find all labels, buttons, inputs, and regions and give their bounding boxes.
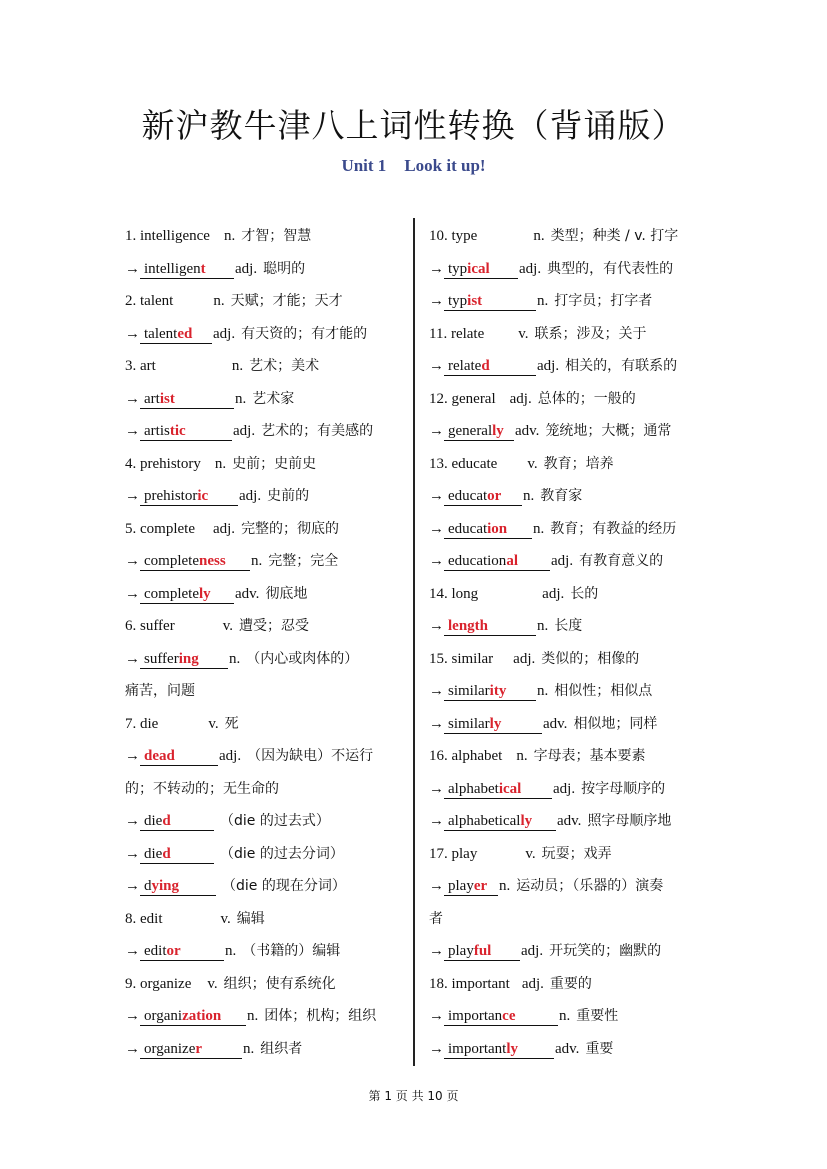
word-stem: alphabet: [448, 780, 499, 797]
headword-entry: [429, 838, 709, 871]
answer-blank: [444, 423, 514, 441]
headword: 7. die: [125, 715, 159, 732]
part-of-speech: v.: [222, 618, 233, 634]
meaning: 团体；机构；组织: [264, 1008, 377, 1024]
arrow-icon: →: [429, 683, 444, 699]
arrow-icon: →: [125, 390, 140, 407]
part-of-speech: adj.: [537, 358, 560, 374]
answer-blank: [140, 553, 250, 571]
derived-form: [429, 415, 709, 448]
answer-blank: [444, 618, 536, 636]
derived-form: [125, 935, 405, 968]
part-of-speech: adj.: [521, 975, 544, 992]
meaning: 字母表；基本要素: [533, 748, 646, 764]
word-suffix: ly: [492, 423, 504, 439]
derived-form: [125, 740, 405, 773]
word-stem: complete: [144, 553, 199, 569]
arrow-icon: →: [429, 813, 444, 829]
headword: 4. prehistory: [125, 455, 201, 472]
derived-form: [429, 610, 709, 643]
part-of-speech: adv.: [555, 1040, 580, 1057]
part-of-speech: n.: [251, 553, 263, 569]
arrow-icon: →: [125, 1040, 140, 1057]
headword-entry: [125, 968, 405, 1001]
part-of-speech: adj.: [553, 780, 576, 797]
word-suffix: ical: [467, 260, 490, 277]
headword: 2. talent: [125, 293, 174, 309]
meaning: 组织；使有系统化: [223, 975, 336, 992]
arrow-icon: →: [125, 553, 140, 569]
meaning: 长度: [554, 618, 583, 634]
word-suffix: dead: [144, 748, 175, 764]
headword: 13. educate: [429, 455, 498, 472]
word-suffix: ce: [502, 1008, 516, 1024]
part-of-speech: n.: [223, 228, 236, 244]
arrow-icon: →: [429, 618, 444, 634]
page-footer: 第 1 页 共 10 页: [368, 1089, 459, 1103]
answer-blank: [444, 261, 518, 279]
derived-form: [429, 253, 709, 286]
headword: 15. similar: [429, 650, 494, 667]
part-of-speech: adj.: [509, 390, 532, 407]
arrow-icon: →: [125, 748, 140, 764]
headword-entry: [125, 513, 405, 546]
meaning: 总体的；一般的: [537, 390, 636, 407]
answer-blank: [444, 1008, 558, 1026]
word-stem: alphabetical: [448, 813, 521, 829]
meaning: 痛苦，问题: [125, 683, 195, 699]
meaning: 天赋；才能；天才: [230, 293, 343, 309]
part-of-speech: n.: [533, 520, 545, 537]
headword: 14. long: [429, 585, 479, 602]
word-stem: general: [448, 423, 493, 439]
part-of-speech: n.: [235, 390, 247, 407]
meaning: 史前；史前史: [232, 455, 317, 472]
meaning: 教育；培养: [543, 455, 614, 472]
headword-entry: [125, 285, 405, 318]
headword-entry: [429, 578, 709, 611]
derived-form: [125, 870, 405, 903]
headword-entry: [125, 220, 405, 253]
part-of-speech: v.: [518, 325, 529, 342]
derived-form: [429, 805, 709, 838]
meaning: 相似地；同样: [573, 715, 658, 732]
headword: 3. art: [125, 358, 156, 374]
word-suffix: length: [448, 618, 489, 634]
arrow-icon: →: [429, 260, 444, 277]
part-of-speech: v.: [525, 845, 536, 862]
meaning: （die 的过去式）: [220, 813, 330, 829]
word-stem: edit: [144, 943, 167, 959]
meaning: 死: [224, 715, 239, 732]
headword-entry: [429, 968, 709, 1001]
word-stem: typ: [448, 293, 468, 309]
word-suffix: ly: [489, 715, 502, 732]
arrow-icon: →: [429, 358, 444, 374]
answer-blank: [140, 878, 216, 896]
word-stem: die: [144, 813, 163, 829]
headword: 16. alphabet: [429, 748, 503, 764]
arrow-icon: →: [429, 715, 444, 732]
answer-blank: [140, 943, 224, 961]
unit-number: Unit 1: [341, 156, 387, 175]
meaning: 运动员；（乐器的）演奏: [516, 878, 664, 894]
word-stem: organi: [144, 1008, 183, 1024]
derived-form: [125, 838, 405, 871]
arrow-icon: →: [125, 260, 140, 277]
derived-form: [125, 415, 405, 448]
headword: 8. edit: [125, 910, 163, 927]
derived-form: [125, 1000, 405, 1033]
arrow-icon: →: [125, 585, 140, 602]
meaning: 艺术的；有美感的: [261, 423, 374, 439]
headword-entry: [429, 220, 709, 253]
part-of-speech: n.: [247, 1008, 259, 1024]
headword-entry: [125, 903, 405, 936]
word-stem: art: [144, 390, 160, 407]
arrow-icon: →: [429, 293, 444, 309]
headword: 1. intelligence: [125, 228, 210, 244]
word-suffix: ic: [197, 488, 209, 504]
part-of-speech: adj.: [513, 650, 536, 667]
arrow-icon: →: [429, 1008, 444, 1024]
meaning: 编辑: [236, 910, 265, 927]
headword: 6. suffer: [125, 618, 175, 634]
headword: 12. general: [429, 390, 496, 407]
part-of-speech: v.: [207, 975, 218, 992]
answer-blank: [140, 326, 212, 344]
answer-blank: [444, 553, 550, 571]
answer-blank: [444, 521, 532, 539]
part-of-speech: n.: [537, 293, 549, 309]
meaning: 相关的，有联系的: [565, 358, 678, 374]
meaning: 有天资的；有才能的: [241, 325, 368, 342]
word-suffix: or: [166, 943, 181, 959]
derived-form: [429, 708, 709, 741]
part-of-speech: adv.: [515, 423, 540, 439]
word-suffix: er: [473, 878, 488, 894]
word-suffix: d: [162, 845, 171, 862]
meaning: 重要: [585, 1040, 614, 1057]
word-suffix: or: [487, 488, 502, 504]
answer-blank: [444, 1041, 554, 1059]
part-of-speech: n.: [559, 1008, 571, 1024]
answer-blank: [444, 293, 536, 311]
word-suffix: d: [481, 358, 490, 374]
meaning: 玩耍；戏弄: [541, 845, 612, 862]
meaning: 完整；完全: [268, 553, 339, 569]
word-suffix: t: [200, 260, 206, 277]
answer-blank: [140, 813, 214, 831]
meaning: 组织者: [260, 1040, 303, 1057]
headword: 9. organize: [125, 975, 192, 992]
arrow-icon: →: [125, 650, 140, 667]
word-suffix: ity: [489, 683, 507, 699]
word-stem: suffer: [144, 650, 179, 667]
derived-form: [125, 805, 405, 838]
derived-form: [125, 318, 405, 351]
arrow-icon: →: [125, 1008, 140, 1024]
answer-blank: [444, 878, 498, 896]
part-of-speech: adj.: [521, 943, 544, 959]
part-of-speech: adj.: [551, 553, 574, 569]
meaning-continuation: [125, 773, 405, 806]
headword-entry: [429, 740, 709, 773]
part-of-speech: n.: [243, 1040, 255, 1057]
derived-form: [125, 545, 405, 578]
derived-form: [125, 480, 405, 513]
headword-entry: [429, 643, 709, 676]
arrow-icon: →: [429, 488, 444, 504]
word-stem: play: [448, 943, 474, 959]
derived-form: [429, 480, 709, 513]
answer-blank: [140, 391, 234, 409]
meaning: 重要的: [549, 975, 592, 992]
word-stem: play: [448, 878, 474, 894]
word-stem: similar: [448, 683, 490, 699]
word-stem: talent: [144, 325, 178, 342]
word-stem: educat: [448, 488, 488, 504]
derived-form: [125, 383, 405, 416]
meaning: 的；不转动的；无生命的: [125, 780, 279, 797]
word-suffix: ical: [498, 780, 522, 797]
part-of-speech: adj.: [212, 520, 236, 537]
part-of-speech: adj.: [219, 748, 242, 764]
headword-entry: [429, 318, 709, 351]
part-of-speech: adj.: [213, 325, 236, 342]
derived-form: [429, 1033, 709, 1066]
word-suffix: ness: [198, 553, 226, 569]
part-of-speech: adj.: [542, 585, 565, 602]
word-stem: die: [144, 845, 163, 862]
meaning: 教育；有教益的经历: [550, 520, 677, 537]
part-of-speech: n.: [499, 878, 511, 894]
arrow-icon: →: [125, 878, 140, 894]
meaning: 彻底地: [265, 585, 308, 602]
derived-form: [125, 253, 405, 286]
headword: 10. type: [429, 228, 478, 244]
meaning: 者: [429, 910, 443, 927]
word-suffix: ed: [177, 325, 193, 342]
meaning: 遭受；忍受: [239, 618, 309, 634]
meaning: （内心或肉体的）: [246, 650, 359, 667]
arrow-icon: →: [125, 813, 140, 829]
page-title: 新沪教牛津八上词性转换（背诵版）: [141, 106, 686, 145]
meaning: （因为缺电）不运行: [247, 748, 374, 764]
headword-entry: [125, 708, 405, 741]
meaning: 类型；种类 / v. 打字: [550, 228, 679, 244]
meaning: 按字母顺序的: [581, 780, 666, 797]
derived-form: [429, 675, 709, 708]
word-suffix: r: [195, 1040, 203, 1057]
arrow-icon: →: [429, 423, 444, 439]
right-column: [429, 220, 709, 1065]
part-of-speech: n.: [523, 488, 535, 504]
word-suffix: ist: [159, 390, 175, 407]
column-divider: [413, 218, 415, 1066]
arrow-icon: →: [125, 423, 140, 439]
meaning-continuation: [125, 675, 405, 708]
meaning: 艺术；美术: [249, 358, 320, 374]
headword: 11. relate: [429, 325, 485, 342]
meaning: 有教育意义的: [579, 553, 664, 569]
meaning: 开玩笑的；幽默的: [549, 943, 662, 959]
word-suffix: ly: [198, 585, 211, 602]
meaning: （die 的过去分词）: [220, 845, 344, 862]
arrow-icon: →: [429, 943, 444, 959]
word-suffix: ist: [467, 293, 483, 309]
part-of-speech: adv.: [557, 813, 582, 829]
unit-subtitle: [0, 156, 827, 176]
derived-form: [125, 643, 405, 676]
part-of-speech: n.: [225, 943, 237, 959]
word-suffix: al: [506, 553, 518, 569]
answer-blank: [140, 488, 238, 506]
answer-blank: [444, 781, 552, 799]
meaning: 重要性: [576, 1008, 619, 1024]
word-suffix: ly: [520, 813, 533, 829]
word-stem: complete: [144, 585, 199, 602]
headword-entry: [429, 448, 709, 481]
word-suffix: ion: [487, 520, 508, 537]
answer-blank: [140, 846, 214, 864]
meaning: 类似的；相像的: [541, 650, 640, 667]
derived-form: [429, 285, 709, 318]
derived-form: [429, 545, 709, 578]
word-suffix: ful: [473, 943, 492, 959]
word-stem: prehistor: [144, 488, 198, 504]
headword-entry: [125, 448, 405, 481]
derived-form: [429, 870, 709, 903]
part-of-speech: adv.: [543, 715, 568, 732]
part-of-speech: adj.: [235, 260, 258, 277]
meaning: （书籍的）编辑: [242, 943, 341, 959]
word-suffix: ly: [506, 1040, 518, 1057]
headword-entry: [125, 350, 405, 383]
answer-blank: [444, 683, 536, 701]
part-of-speech: v.: [527, 455, 538, 472]
part-of-speech: n.: [213, 293, 225, 309]
unit-topic: Look it up!: [404, 156, 486, 175]
answer-blank: [444, 943, 520, 961]
word-stem: typ: [448, 260, 468, 277]
part-of-speech: adj.: [239, 488, 262, 504]
part-of-speech: n.: [229, 650, 241, 667]
meaning-continuation: [429, 903, 709, 936]
meaning: 相似性；相似点: [554, 683, 653, 699]
word-suffix: d: [162, 813, 171, 829]
part-of-speech: n.: [516, 748, 528, 764]
derived-form: [429, 773, 709, 806]
arrow-icon: →: [429, 780, 444, 797]
word-stem: educat: [448, 520, 488, 537]
answer-blank: [140, 586, 234, 604]
part-of-speech: n.: [214, 455, 227, 472]
arrow-icon: →: [125, 845, 140, 862]
answer-blank: [444, 488, 522, 506]
meaning: 完整的；彻底的: [241, 520, 340, 537]
meaning: 长的: [570, 585, 599, 602]
arrow-icon: →: [125, 325, 140, 342]
left-column: [125, 220, 405, 1065]
part-of-speech: adv.: [235, 585, 260, 602]
headword: 18. important: [429, 975, 510, 992]
headword-entry: [125, 610, 405, 643]
derived-form: [429, 935, 709, 968]
answer-blank: [140, 261, 234, 279]
part-of-speech: v.: [220, 910, 231, 927]
word-suffix: tic: [169, 423, 186, 439]
word-stem: important: [448, 1040, 507, 1057]
answer-blank: [444, 813, 556, 831]
word-stem: education: [448, 553, 507, 569]
part-of-speech: v.: [208, 715, 219, 732]
arrow-icon: →: [125, 488, 140, 504]
word-suffix: ying: [151, 878, 180, 894]
meaning: 史前的: [267, 488, 310, 504]
arrow-icon: →: [429, 878, 444, 894]
arrow-icon: →: [429, 553, 444, 569]
meaning: 教育家: [540, 488, 583, 504]
meaning: 聪明的: [263, 260, 306, 277]
headword: 17. play: [429, 845, 478, 862]
word-suffix: zation: [182, 1008, 222, 1024]
answer-blank: [140, 748, 218, 766]
part-of-speech: adj.: [233, 423, 256, 439]
meaning: （die 的现在分词）: [222, 878, 346, 894]
word-stem: importan: [448, 1008, 503, 1024]
part-of-speech: n.: [231, 358, 244, 374]
headword: 5. complete: [125, 520, 195, 537]
derived-form: [125, 1033, 405, 1066]
derived-form: [429, 1000, 709, 1033]
word-stem: artis: [144, 423, 170, 439]
derived-form: [429, 350, 709, 383]
answer-blank: [140, 1008, 246, 1026]
derived-form: [125, 578, 405, 611]
answer-blank: [444, 358, 536, 376]
answer-blank: [444, 716, 542, 734]
word-stem: organize: [144, 1040, 196, 1057]
meaning: 典型的，有代表性的: [547, 260, 674, 277]
part-of-speech: n.: [537, 618, 549, 634]
meaning: 艺术家: [252, 390, 295, 407]
meaning: 打字员；打字者: [554, 293, 653, 309]
arrow-icon: →: [125, 943, 140, 959]
answer-blank: [140, 1041, 242, 1059]
word-stem: d: [144, 878, 152, 894]
arrow-icon: →: [429, 1040, 444, 1057]
word-stem: similar: [448, 715, 490, 732]
word-suffix: ing: [178, 650, 199, 667]
word-stem: relate: [448, 358, 482, 374]
part-of-speech: n.: [537, 683, 549, 699]
meaning: 才智；智慧: [241, 228, 312, 244]
answer-blank: [140, 651, 228, 669]
part-of-speech: n.: [533, 228, 545, 244]
answer-blank: [140, 423, 232, 441]
meaning: 联系；涉及；关于: [534, 325, 647, 342]
word-stem: intelligen: [144, 260, 201, 277]
meaning: 照字母顺序地: [587, 813, 672, 829]
meaning: 笼统地；大概；通常: [545, 423, 672, 439]
headword-entry: [429, 383, 709, 416]
arrow-icon: →: [429, 520, 444, 537]
part-of-speech: adj.: [519, 260, 542, 277]
derived-form: [429, 513, 709, 546]
